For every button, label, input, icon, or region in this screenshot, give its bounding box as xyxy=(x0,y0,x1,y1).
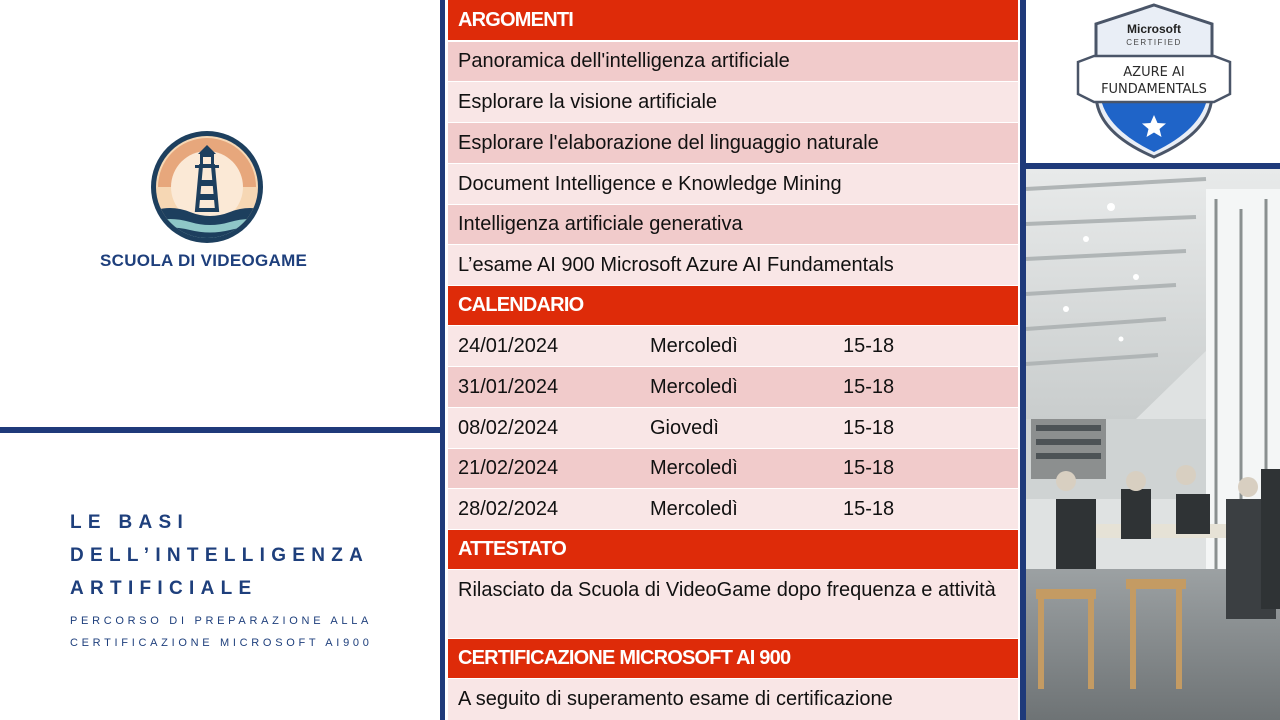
calendar-day: Mercoledì xyxy=(650,457,738,479)
calendar-time: 15-18 xyxy=(843,457,895,479)
badge-certified: CERTIFIED xyxy=(1126,38,1182,47)
calendar-row xyxy=(448,408,1018,448)
calendar-day: Giovedì xyxy=(650,416,719,439)
calendar-day: Mercoledì xyxy=(650,375,738,398)
topic-item: Esplorare l'elaborazione del linguaggio naturale xyxy=(448,123,1018,163)
course-title: LE BASI DELL’INTELLIGENZA ARTIFICIALE xyxy=(70,512,369,599)
badge-brand: Microsoft xyxy=(1127,22,1181,36)
calendar-row xyxy=(448,449,1018,488)
school-name: SCUOLA DI VIDEOGAME xyxy=(100,251,308,270)
topic-item: Esplorare la visione artificiale xyxy=(448,82,1018,122)
certificazione-header: CERTIFICAZIONE MICROSOFT AI 900 xyxy=(448,639,1018,678)
attestato-text: Rilasciato da Scuola di VideoGame dopo frequenza e attività xyxy=(448,570,1018,638)
calendar-date: 08/02/2024 xyxy=(458,416,559,439)
calendar-day: Mercoledì xyxy=(650,497,738,520)
calendar-time: 15-18 xyxy=(843,416,895,439)
course-info-table xyxy=(448,0,1018,720)
calendario-header: CALENDARIO xyxy=(448,286,1018,325)
badge-line1: AZURE AI xyxy=(1123,65,1185,80)
calendar-date: 21/02/2024 xyxy=(458,457,559,479)
calendar-row xyxy=(448,489,1018,529)
calendar-time: 15-18 xyxy=(843,497,895,520)
topic-item: L’esame AI 900 Microsoft Azure AI Fundamentals xyxy=(448,245,1018,285)
calendar-row xyxy=(448,326,1018,366)
calendar-date: 24/01/2024 xyxy=(458,334,559,357)
certificazione-text: A seguito di superamento esame di certificazione xyxy=(448,679,1018,720)
calendar-time: 15-18 xyxy=(843,334,895,357)
lighthouse-logo-icon xyxy=(150,130,264,244)
azure-ai-fundamentals-badge-icon xyxy=(1074,2,1234,160)
attestato-header: ATTESTATO xyxy=(448,530,1018,569)
calendar-date: 28/02/2024 xyxy=(458,497,559,520)
divider-horizontal-left xyxy=(0,427,441,433)
library-photo-image xyxy=(1026,169,1280,720)
divider-vertical-left xyxy=(440,0,445,720)
badge-line2: FUNDAMENTALS xyxy=(1101,82,1207,97)
topic-item: Intelligenza artificiale generativa xyxy=(448,205,1018,244)
calendar-row xyxy=(448,367,1018,407)
topic-item: Panoramica dell'intelligenza artificiale xyxy=(448,42,1018,81)
course-subtitle: PERCORSO DI PREPARAZIONE ALLA CERTIFICAZIONE MICROSOFT AI900 xyxy=(70,615,373,649)
calendar-day: Mercoledì xyxy=(650,334,738,357)
topic-item: Document Intelligence e Knowledge Mining xyxy=(448,164,1018,204)
calendar-date: 31/01/2024 xyxy=(458,375,559,398)
argomenti-header: ARGOMENTI xyxy=(448,0,1018,40)
calendar-time: 15-18 xyxy=(843,375,895,398)
